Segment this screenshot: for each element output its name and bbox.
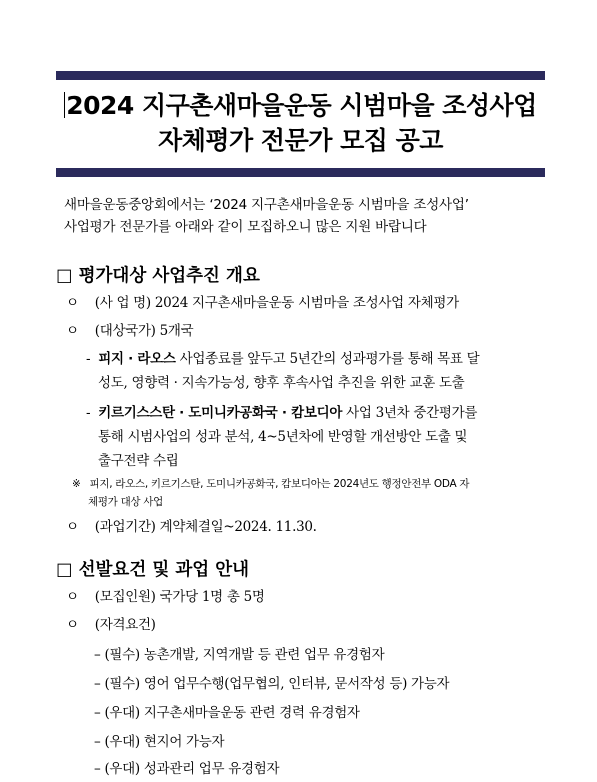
bullet-icon: ㅇ <box>66 323 79 339</box>
bullet-icon: ㅇ <box>66 589 79 605</box>
announcement-title <box>56 88 545 158</box>
section-heading-overview: □ 평가대상 사업추진 개요 <box>56 266 260 286</box>
dash-mark: - <box>86 351 91 367</box>
bullet-icon: ㅇ <box>66 295 79 311</box>
footnote-line-1: 피지, 라오스, 키르기스탄, 도미니카공화국, 캄보디아는 2024년도 행정안전부 ODA 자 <box>89 478 470 490</box>
sub-item-kgz-dom-khm <box>86 402 477 424</box>
recruit-item <box>66 586 265 608</box>
intro-line-2: 사업평가 전문가를 아래와 같이 모집하오니 많은 지원 바랍니다 <box>64 219 427 235</box>
title-line-1: 2024 지구촌새마을운동 시범마을 조성사업 <box>66 91 537 120</box>
bullet-icon: ㅇ <box>66 519 79 535</box>
title-top-bar <box>56 71 545 80</box>
countries-text: (대상국가) 5개국 <box>94 323 194 339</box>
dash-mark: - <box>86 405 91 421</box>
requirement-item: – (필수) 영어 업무수행(업무협의, 인터뷰, 문서작성 등) 가능자 <box>94 676 450 692</box>
requirement-item: – (우대) 성과관리 업무 유경험자 <box>94 761 280 777</box>
sub-item-kgz-cont-2: 출구전략 수립 <box>98 453 179 469</box>
title-line-2: 자체평가 전문가 모집 공고 <box>158 126 443 155</box>
title-bottom-bar <box>56 168 545 177</box>
qualify-item <box>66 614 156 636</box>
footnote-line-2: 체평가 대상 사업 <box>88 496 163 508</box>
sub-item-text: 사업종료를 앞두고 5년간의 성과평가를 통해 목표 달 <box>175 351 480 367</box>
sub-item-lead: 키르기스스탄 · 도미니카공화국 · 캄보디아 <box>98 405 343 421</box>
footnote <box>72 476 469 493</box>
project-name-text: (사 업 명) 2024 지구촌새마을운동 시범마을 조성사업 자체평가 <box>94 295 459 311</box>
sub-item-text: 사업 3년차 중간평가를 <box>342 405 478 421</box>
requirement-item: – (우대) 현지어 가능자 <box>94 734 225 750</box>
intro-paragraph <box>64 194 544 238</box>
requirement-item: – (필수) 농촌개발, 지역개발 등 관련 업무 유경험자 <box>94 647 385 663</box>
period-item <box>66 516 317 538</box>
sub-item-lead: 피지 · 라오스 <box>98 351 176 367</box>
section-heading-requirements: □ 선발요건 및 과업 안내 <box>56 560 250 580</box>
requirement-item: – (우대) 지구촌새마을운동 관련 경력 유경험자 <box>94 705 360 721</box>
period-text: (과업기간) 계약체결일~2024. 11.30. <box>94 519 317 535</box>
note-mark: ※ <box>72 478 81 490</box>
project-name-item <box>66 292 459 314</box>
bullet-icon: ㅇ <box>66 617 79 633</box>
recruit-text: (모집인원) 국가당 1명 총 5명 <box>94 589 265 605</box>
sub-item-fiji-laos <box>86 348 479 370</box>
countries-item <box>66 320 193 342</box>
sub-item-fiji-laos-cont: 성도, 영향력 · 지속가능성, 향후 후속사업 추진을 위한 교훈 도출 <box>98 375 465 391</box>
sub-item-kgz-cont-1: 통해 시범사업의 성과 분석, 4~5년차에 반영할 개선방안 도출 및 <box>98 429 468 445</box>
qualify-text: (자격요건) <box>94 617 156 633</box>
intro-line-1: 새마을운동중앙회에서는 ‘2024 지구촌새마을운동 시범마을 조성사업’ <box>64 197 469 213</box>
